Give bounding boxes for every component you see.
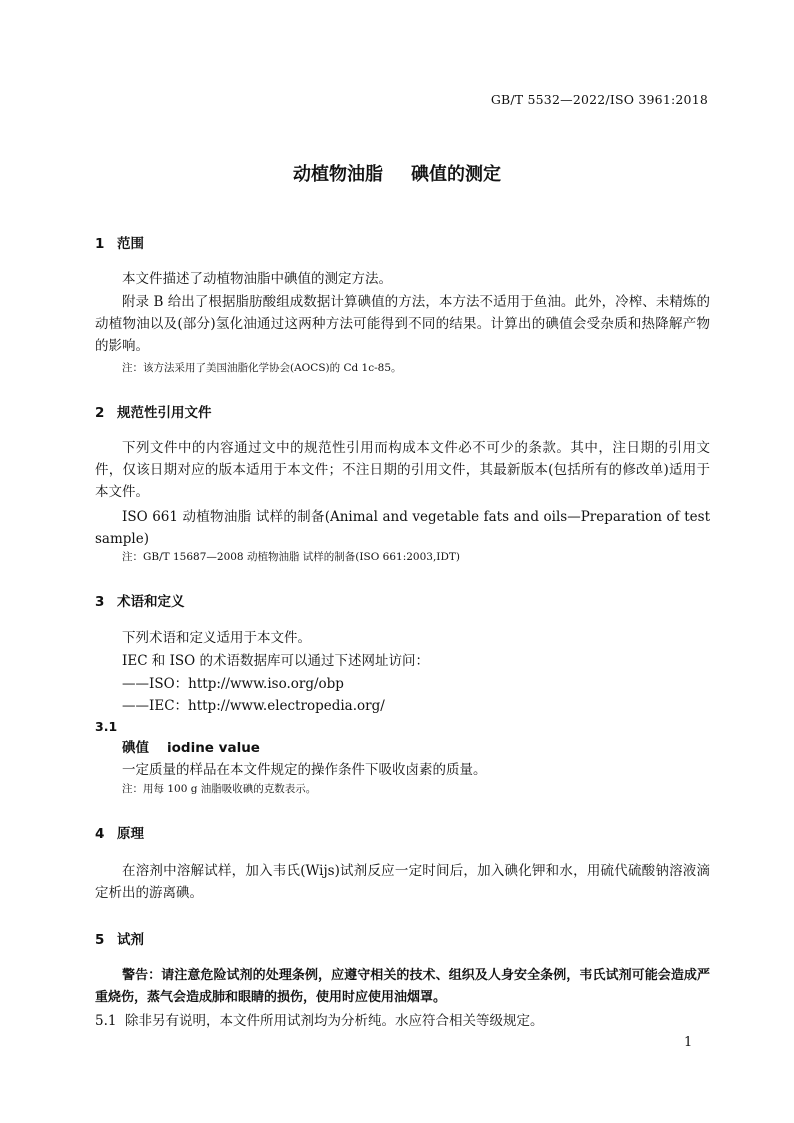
iso-link[interactable]: ——ISO：http://www.iso.org/obp — [122, 676, 344, 692]
term-heading — [122, 737, 260, 759]
section-3-paragraph-1: 下列术语和定义适用于本文件。 — [122, 630, 311, 646]
section-5-warning: 警告：请注意危险试剂的处理条例，应遵守相关的技术、组织及人身安全条例，韦氏试剂可能会造成严重烧伤，蒸气会造成肺和眼睛的损伤，使用时应使用油烟罩。 — [95, 968, 710, 1005]
term-number: 3.1 — [95, 719, 118, 734]
section-1-paragraph-1: 本文件描述了动植物油脂中碘值的测定方法。 — [122, 271, 392, 287]
section-1-paragraph-2: 附录 B 给出了根据脂肪酸组成数据计算碘值的方法，本方法不适用于鱼油。此外，冷榨、未精炼的动植物油以及(部分)氢化油通过这两种方法可能得到不同的结果。计算出的碘值会受杂质和热降解产物的影响。 — [95, 294, 710, 354]
page-number: 1 — [684, 1035, 693, 1050]
title-part1: 动植物油脂 — [293, 164, 383, 185]
section-3-paragraph-2: IEC 和 ISO 的术语数据库可以通过下述网址访问： — [122, 653, 430, 669]
term-cn: 碘值 — [122, 740, 149, 756]
section-4-heading: 4 原理 — [95, 826, 144, 842]
iec-link[interactable]: ——IEC：http://www.electropedia.org/ — [122, 698, 385, 714]
standard-code-header: GB/T 5532—2022/ISO 3961:2018 — [490, 92, 708, 107]
term-definition: 一定质量的样品在本文件规定的操作条件下吸收卤素的质量。 — [122, 762, 487, 778]
section-5-heading: 5 试剂 — [95, 932, 144, 948]
section-5-1-number: 5.1 — [95, 1013, 117, 1029]
term-en: iodine value — [167, 740, 260, 756]
section-2-note: 注：GB/T 15687—2008 动植物油脂 试样的制备(ISO 661:2003,IDT) — [122, 551, 460, 563]
section-5-1 — [95, 1010, 544, 1032]
section-2-paragraph-2: ISO 661 动植物油脂 试样的制备(Animal and vegetable fats and oils—Preparation of test sample) — [95, 509, 710, 547]
section-2-heading: 2 规范性引用文件 — [95, 405, 212, 421]
section-1-note: 注：该方法采用了美国油脂化学协会(AOCS)的 Cd 1c-85。 — [122, 362, 402, 374]
section-5-1-text: 除非另有说明，本文件所用试剂均为分析纯。水应符合相关等级规定。 — [125, 1013, 544, 1029]
section-3-note: 注：用每 100 g 油脂吸收碘的克数表示。 — [122, 783, 317, 795]
document-title — [0, 160, 794, 186]
section-4-paragraph-1: 在溶剂中溶解试样，加入韦氏(Wijs)试剂反应一定时间后，加入碘化钾和水，用硫代硫酸钠溶液滴定析出的游离碘。 — [95, 863, 710, 901]
title-part2: 碘值的测定 — [411, 164, 501, 185]
section-3-heading: 3 术语和定义 — [95, 594, 185, 610]
section-2-paragraph-1: 下列文件中的内容通过文中的规范性引用而构成本文件必不可少的条款。其中，注日期的引用文件，仅该日期对应的版本适用于本文件；不注日期的引用文件，其最新版本(包括所有的修改单)适用于本文件。 — [95, 440, 710, 500]
section-1-heading: 1 范围 — [95, 236, 144, 252]
